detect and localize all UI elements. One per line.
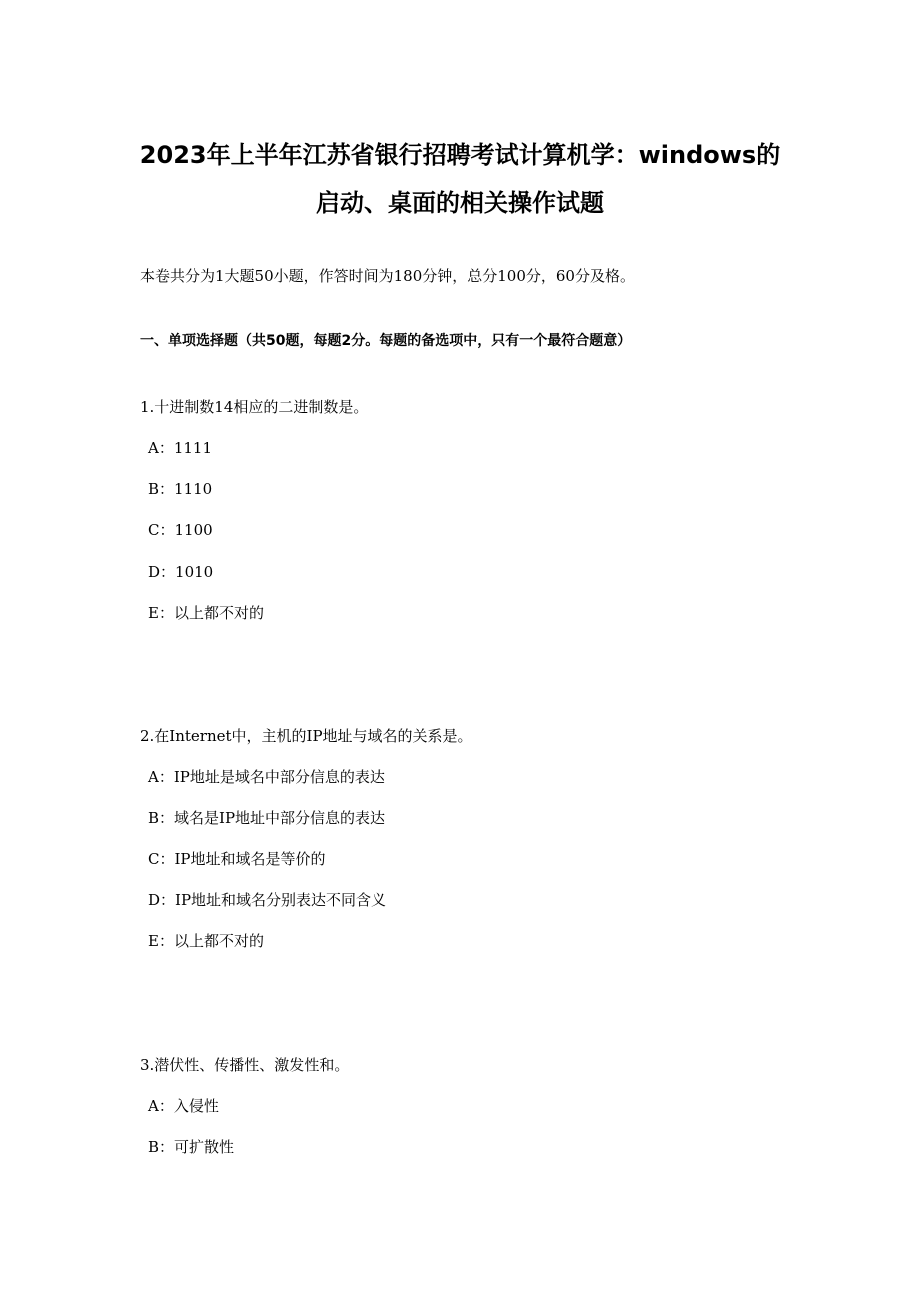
- question-2-option-b: B：域名是IP地址中部分信息的表达: [148, 809, 386, 827]
- question-2-option-e: E：以上都不对的: [148, 932, 264, 950]
- question-2-stem: 2.在Internet中，主机的IP地址与域名的关系是。: [140, 727, 473, 745]
- document-title-line-1: 2023年上半年江苏省银行招聘考试计算机学：windows的: [139, 141, 781, 169]
- question-2-option-d: D：IP地址和域名分别表达不同含义: [148, 891, 387, 909]
- question-1-option-b: B：1110: [148, 480, 213, 498]
- question-1-option-d: D：1010: [148, 563, 214, 581]
- question-1-option-a: A：1111: [148, 439, 213, 457]
- question-3-option-a: A：入侵性: [148, 1097, 219, 1115]
- section-heading: 一、单项选择题（共50题，每题2分。每题的备选项中，只有一个最符合题意）: [140, 333, 632, 349]
- question-1-option-e: E：以上都不对的: [148, 604, 264, 622]
- question-2-option-c: C：IP地址和域名是等价的: [148, 850, 326, 868]
- document-title-line-2: 启动、桌面的相关操作试题: [316, 189, 604, 217]
- question-2-option-a: A：IP地址是域名中部分信息的表达: [148, 768, 385, 786]
- question-1-stem: 1.十进制数14相应的二进制数是。: [140, 398, 369, 416]
- question-3-stem: 3.潜伏性、传播性、激发性和。: [140, 1056, 350, 1074]
- exam-intro: 本卷共分为1大题50小题，作答时间为180分钟，总分100分，60分及格。: [140, 267, 635, 285]
- question-3-option-b: B：可扩散性: [148, 1138, 235, 1156]
- question-1-option-c: C：1100: [148, 521, 213, 539]
